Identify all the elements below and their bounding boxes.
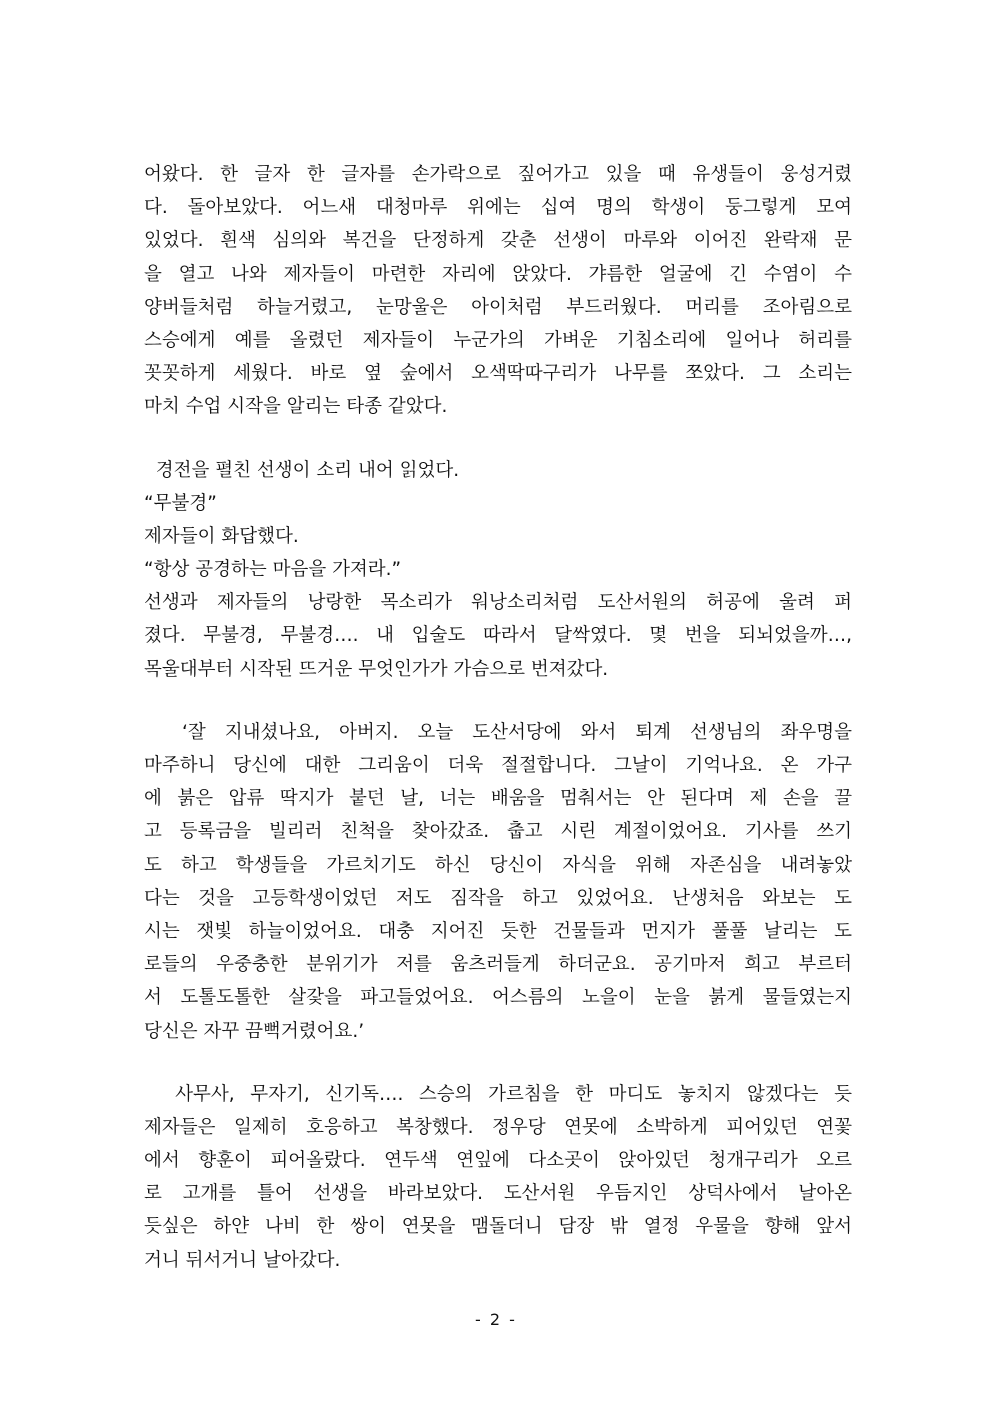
paragraph-2: [144, 454, 852, 686]
paragraph-3: [144, 716, 852, 1048]
text-line: 시는 잿빛 하늘이었어요. 대충 지어진 듯한 건물들과 먼지가 풀풀 날리는 도: [144, 920, 852, 942]
text-line: 마치 수업 시작을 알리는 타종 같았다.: [144, 396, 448, 418]
text-line: 서 도톨도톨한 살갗을 파고들었어요. 어스름의 노을이 눈을 붉게 물들였는지: [144, 987, 852, 1009]
text-line: 있었다. 흰색 심의와 복건을 단정하게 갖춘 선생이 마루와 이어진 완락재 문: [144, 230, 852, 252]
page-number: - 2 -: [475, 1310, 517, 1329]
text-line: 로 고개를 틀어 선생을 바라보았다. 도산서원 우듬지인 상덕사에서 날아온: [144, 1183, 852, 1205]
text-line: 도 하고 학생들을 가르치기도 하신 당신이 자식을 위해 자존심을 내려놓았: [144, 854, 852, 876]
text-line: 제자들은 일제히 호응하고 복창했다. 정우당 연못에 소박하게 피어있던 연꽃: [144, 1116, 852, 1138]
text-line: 어왔다. 한 글자 한 글자를 손가락으로 짚어가고 있을 때 유생들이 웅성거렸: [144, 164, 852, 185]
body-text: [144, 158, 852, 1277]
text-line: 다. 돌아보았다. 어느새 대청마루 위에는 십여 명의 학생이 둥그렇게 모여: [144, 197, 852, 219]
text-line: 거니 뒤서거니 날아갔다.: [144, 1249, 341, 1271]
text-line: 다는 것을 고등학생이었던 저도 짐작을 하고 있었어요. 난생처음 와보는 도: [144, 887, 852, 909]
text-line: 에서 향훈이 피어올랐다. 연두색 연잎에 다소곳이 앉아있던 청개구리가 오르: [144, 1150, 852, 1172]
text-line: 경전을 펼친 선생이 소리 내어 읽었다.: [144, 459, 460, 481]
text-line: 목울대부터 시작된 뜨거운 무엇인가가 가슴으로 번져갔다.: [144, 658, 609, 680]
text-line: 로들의 우중충한 분위기가 저를 움츠러들게 하더군요. 공기마저 희고 부르터: [144, 954, 852, 976]
text-line: 당신은 자꾸 끔뻑거렸어요.’: [144, 1020, 365, 1042]
text-line: 사무사, 무자기, 신기독…. 스승의 가르침을 한 마디도 놓치지 않겠다는 듯: [144, 1083, 852, 1105]
text-line: 졌다. 무불경, 무불경…. 내 입술도 따라서 달싹였다. 몇 번을 되뇌었을까…,: [144, 625, 852, 647]
text-line: 마주하니 당신에 대한 그리움이 더욱 절절합니다. 그날이 기억나요. 온 가구: [144, 755, 852, 776]
text-line: 스승에게 예를 올렸던 제자들이 누군가의 가벼운 기침소리에 일어나 허리를: [144, 329, 852, 351]
text-line: “무불경”: [144, 492, 217, 514]
text-line: 에 붉은 압류 딱지가 붙던 날, 너는 배움을 멈춰서는 안 된다며 제 손을 끌: [144, 788, 852, 810]
text-line: 을 열고 나와 제자들이 마련한 자리에 앉았다. 갸름한 얼굴에 긴 수염이 수: [144, 263, 852, 285]
paragraph-gap: [144, 424, 852, 454]
text-line: “항상 공경하는 마음을 가져라.”: [144, 559, 402, 581]
paragraph-gap: [144, 686, 852, 716]
text-line: 양버들처럼 하늘거렸고, 눈망울은 아이처럼 부드러웠다. 머리를 조아림으로: [144, 296, 852, 318]
paragraph-gap: [144, 1048, 852, 1078]
text-line: 고 등록금을 빌리러 친척을 찾아갔죠. 춥고 시린 계절이었어요. 기사를 쓰기: [144, 821, 852, 843]
text-line: 듯싶은 하얀 나비 한 쌍이 연못을 맴돌더니 담장 밖 열정 우물을 향해 앞서: [144, 1216, 852, 1238]
text-line: 꼿꼿하게 세웠다. 바로 옆 숲에서 오색딱따구리가 나무를 쪼았다. 그 소리는: [144, 363, 852, 385]
paragraph-1: [144, 158, 852, 424]
text-line: 선생과 제자들의 낭랑한 목소리가 워낭소리처럼 도산서원의 허공에 울려 퍼: [144, 592, 852, 614]
paragraph-4: [144, 1078, 852, 1277]
text-line: ‘잘 지내셨나요, 아버지. 오늘 도산서당에 와서 퇴계 선생님의 좌우명을: [144, 721, 852, 743]
text-line: 제자들이 화답했다.: [144, 525, 299, 547]
